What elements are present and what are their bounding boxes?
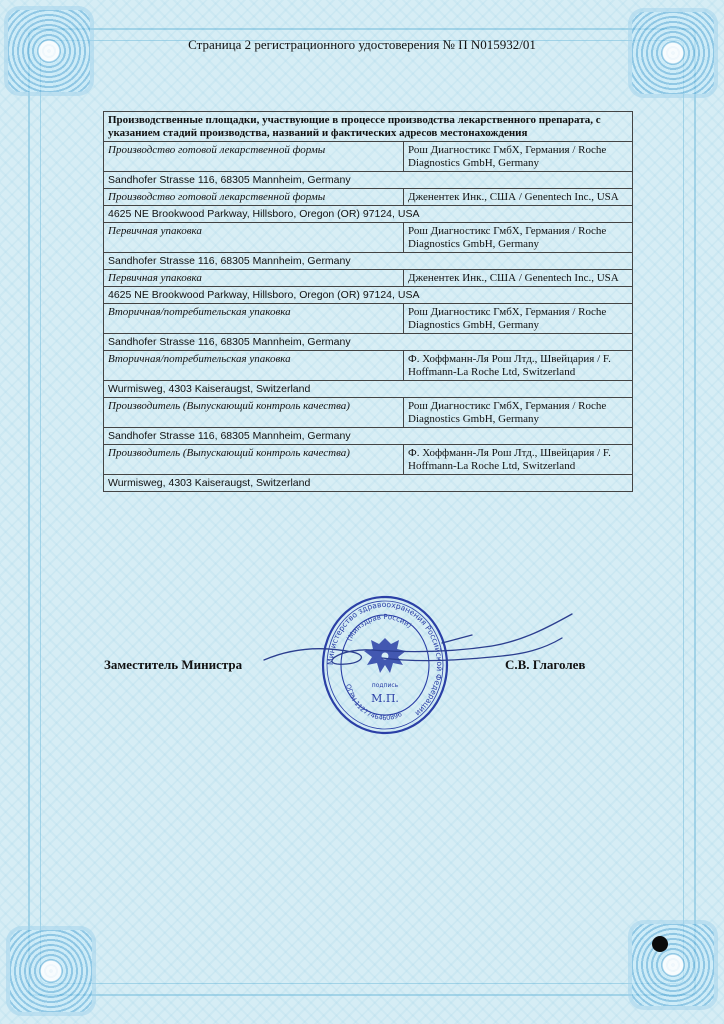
seal-podpis: подпись	[371, 682, 399, 689]
production-stage: Производство готовой лекарственной формы	[104, 189, 404, 206]
table-row	[104, 304, 633, 334]
table-row	[104, 223, 633, 253]
site-address: Wurmisweg, 4303 Kaiseraugst, Switzerland	[104, 381, 633, 398]
signatory-name: С.В. Глаголев	[505, 657, 586, 672]
table-row	[104, 270, 633, 287]
production-stage: Вторичная/потребительская упаковка	[104, 304, 404, 334]
manufacturer-name: Дженентек Инк., США / Genentech Inc., USA	[404, 270, 633, 287]
table-row	[104, 142, 633, 172]
production-stage: Производитель (Выпускающий контроль качества)	[104, 398, 404, 428]
production-sites-table	[103, 111, 633, 492]
seal-inner-text: (Минздрав России)	[345, 612, 414, 643]
seal-mp: М.П.	[371, 692, 399, 705]
site-address: 4625 NE Brookwood Parkway, Hillsboro, Oregon (OR) 97124, USA	[104, 206, 633, 223]
corner-rosette-bottom-left	[10, 930, 92, 1012]
handwritten-signature	[262, 608, 582, 678]
production-stage: Производитель (Выпускающий контроль качества)	[104, 445, 404, 475]
site-address: 4625 NE Brookwood Parkway, Hillsboro, Oregon (OR) 97124, USA	[104, 287, 633, 304]
corner-rosette-top-right	[632, 12, 714, 94]
manufacturer-name: Ф. Хоффманн-Ля Рош Лтд., Швейцария / F. Hoffmann-La Roche Ltd, Switzerland	[404, 351, 633, 381]
table-row	[104, 475, 633, 492]
seal-outer-text: Министерство здравоохранения Российской Федерации	[325, 599, 445, 718]
table-row	[104, 428, 633, 445]
production-stage: Производство готовой лекарственной формы	[104, 142, 404, 172]
site-address: Sandhofer Strasse 116, 68305 Mannheim, Germany	[104, 172, 633, 189]
production-stage: Вторичная/потребительская упаковка	[104, 351, 404, 381]
table-row	[104, 287, 633, 304]
site-address: Sandhofer Strasse 116, 68305 Mannheim, Germany	[104, 334, 633, 351]
site-address: Sandhofer Strasse 116, 68305 Mannheim, Germany	[104, 428, 633, 445]
production-stage: Первичная упаковка	[104, 270, 404, 287]
table-row	[104, 445, 633, 475]
table-row	[104, 206, 633, 223]
table-row	[104, 172, 633, 189]
table-row	[104, 253, 633, 270]
table-heading-row	[104, 112, 633, 142]
site-address: Wurmisweg, 4303 Kaiseraugst, Switzerland	[104, 475, 633, 492]
manufacturer-name: Рош Диагностикс ГмбХ, Германия / Roche Diagnostics GmbH, Germany	[404, 142, 633, 172]
punch-hole	[652, 936, 668, 952]
site-address: Sandhofer Strasse 116, 68305 Mannheim, Germany	[104, 253, 633, 270]
manufacturer-name: Ф. Хоффманн-Ля Рош Лтд., Швейцария / F. Hoffmann-La Roche Ltd, Switzerland	[404, 445, 633, 475]
corner-rosette-bottom-right	[632, 924, 714, 1006]
table-heading: Производственные площадки, участвующие в процессе производства лекарственного препарата, с указанием стадий производства, названий и фактических адресов местонахождения	[104, 112, 633, 142]
page-header: Страница 2 регистрационного удостоверения № П N015932/01	[188, 37, 536, 52]
manufacturer-name: Рош Диагностикс ГмбХ, Германия / Roche Diagnostics GmbH, Germany	[404, 223, 633, 253]
manufacturer-name: Рош Диагностикс ГмбХ, Германия / Roche Diagnostics GmbH, Germany	[404, 304, 633, 334]
table-row	[104, 189, 633, 206]
table-row	[104, 351, 633, 381]
table-row	[104, 334, 633, 351]
table-row	[104, 398, 633, 428]
production-stage: Первичная упаковка	[104, 223, 404, 253]
manufacturer-name: Рош Диагностикс ГмбХ, Германия / Roche Diagnostics GmbH, Germany	[404, 398, 633, 428]
table-row	[104, 381, 633, 398]
signatory-title: Заместитель Министра	[104, 657, 243, 672]
manufacturer-name: Дженентек Инк., США / Genentech Inc., USA	[404, 189, 633, 206]
seal-ogrn: ОГРН 1127746460896	[344, 683, 404, 723]
